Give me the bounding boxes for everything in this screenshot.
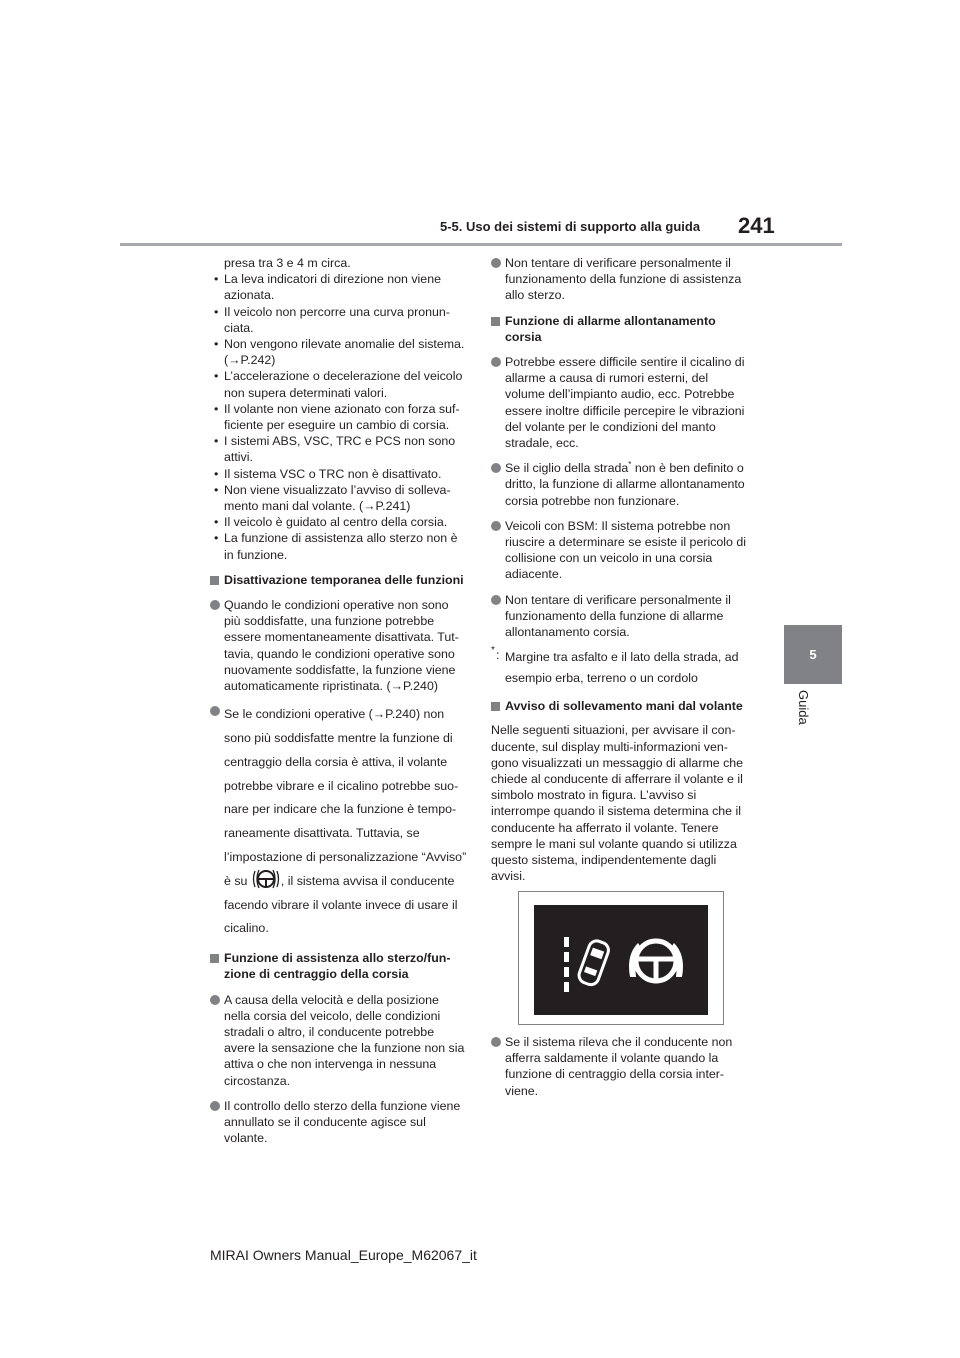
right-column: [491, 255, 751, 885]
section-title: 5-5. Uso dei sistemi di supporto alla guida: [440, 219, 701, 234]
section-heading: Funzione di assistenza allo sterzo/funzione di centraggio della corsia: [210, 950, 468, 982]
list-item: • Il sistema VSC o TRC non è disattivato.: [210, 466, 468, 482]
footnote: [491, 647, 751, 689]
list-item: • Il veicolo non percorre una curva pronunciata.: [210, 304, 468, 336]
list-item: • Non viene visualizzato l’avviso di sollevamento mani dal volante. (→P.241): [210, 482, 468, 514]
paragraph: Potrebbe essere difficile sentire il cicalino di allarme a causa di rumori esterni, del volume dell’impianto audio, ecc. Potrebbe essere inoltre difficile percepire le vibrazioni del volante per le condizioni del manto stradale, ecc.: [491, 354, 751, 451]
continued-text: presa tra 3 e 4 m circa.: [224, 256, 351, 270]
steering-wheel-alert-icon: [251, 868, 281, 890]
paragraph-text: non è ben definito o dritto, la funzione di allarme allontanamento corsia potrebbe non funzionare.: [505, 461, 745, 508]
left-column: [210, 255, 468, 1146]
paragraph: [491, 460, 751, 509]
section-heading: Disattivazione temporanea delle funzioni: [210, 572, 468, 588]
page-number: 241: [738, 213, 775, 238]
footnote-mark: *: [491, 645, 495, 657]
footnote-ref: *: [628, 460, 632, 470]
paragraph-text: , il sistema avvisa il conducente facendo vibrare il volante invece di usare il cicalino.: [224, 873, 458, 936]
paragraph: Il controllo dello sterzo della funzione viene annullato se il conducente agisce sul volante.: [210, 1098, 468, 1147]
section-heading: Avviso di sollevamento mani dal volante: [491, 698, 751, 714]
lane-departure-icon: [564, 937, 611, 992]
list-item: • Il volante non viene azionato con forza sufficiente per eseguire un cambio di corsia.: [210, 401, 468, 433]
footnote-colon: :: [496, 648, 500, 663]
paragraph: Quando le condizioni operative non sono più soddisfatte, una funzione potrebbe essere momentaneamente disattivata. Tuttavia, quando le condizioni operative sono nuovamente soddisfatte, la funzione viene automaticamente ripristinata. (→P.240): [210, 597, 468, 694]
display-graphic: [534, 905, 708, 1015]
paragraph: Non tentare di verificare personalmente il funzionamento della funzione di assistenza allo sterzo.: [491, 255, 751, 304]
section-heading: Funzione di allarme allontanamento corsia: [491, 313, 751, 345]
multi-info-display: [534, 905, 708, 1015]
list-item: • Non vengono rilevate anomalie del sistema. (→P.242): [210, 336, 468, 368]
paragraph-text: Se il ciglio della strada: [505, 461, 629, 476]
chapter-label: Guida: [796, 690, 811, 725]
list-item: • La funzione di assistenza allo sterzo non è in funzione.: [210, 530, 468, 562]
paragraph: Nelle seguenti situazioni, per avvisare il conducente, sul display multi-informazioni vengono visualizzati un messaggio di allarme che chiede al conducente di afferrare il volante e il simbolo mostrato in figura. L’avviso si interrompe quando il sistema determina che il conducente ha afferrato il volante. Tenere sempre le mani sul volante quando si utilizza questo sistema, indipendentemente dagli avvisi.: [491, 723, 744, 884]
paragraph: Veicoli con BSM: Il sistema potrebbe non riuscire a determinare se esiste il pericolo di collisione con un veicolo in una corsia adiacente.: [491, 518, 751, 583]
paragraph: Non tentare di verificare personalmente il funzionamento della funzione di allarme allontanamento corsia.: [491, 592, 751, 641]
paragraph: [210, 703, 468, 941]
footer-text: MIRAI Owners Manual_Europe_M62067_it: [210, 1247, 477, 1263]
hands-on-wheel-icon: [629, 941, 683, 981]
paragraph: Se il sistema rileva che il conducente non afferra saldamente il volante quando la funzione di centraggio della corsia interviene.: [491, 1034, 751, 1099]
header-rule: [120, 243, 842, 246]
paragraph: A causa della velocità e della posizione nella corsia del veicolo, delle condizioni stradali o altro, il conducente potrebbe avere la sensazione che la funzione non sia attiva o che non intervenga in nessuna circostanza.: [210, 992, 468, 1089]
paragraph-text: Se le condizioni operative (→P.240) non sono più soddisfatte mentre la funzione di centraggio della corsia è attiva, il volante potrebbe vibrare e il cicalino potrebbe suonare per indicare che la funzione è temporaneamente disattivata. Tuttavia, se l’impostazione di personalizzazione “Avviso” è su: [224, 707, 467, 888]
chapter-tab: 5: [784, 625, 842, 684]
list-item: • La leva indicatori di direzione non viene azionata.: [210, 271, 468, 303]
footnote-text: Margine tra asfalto e il lato della strada, ad esempio erba, terreno o un cordolo: [505, 650, 739, 686]
list-item: • Il veicolo è guidato al centro della corsia.: [210, 514, 468, 530]
after-figure-text: [491, 1034, 751, 1099]
list-item: • L’accelerazione o decelerazione del veicolo non supera determinati valori.: [210, 368, 468, 400]
list-item: • I sistemi ABS, VSC, TRC e PCS non sono attivi.: [210, 433, 468, 465]
